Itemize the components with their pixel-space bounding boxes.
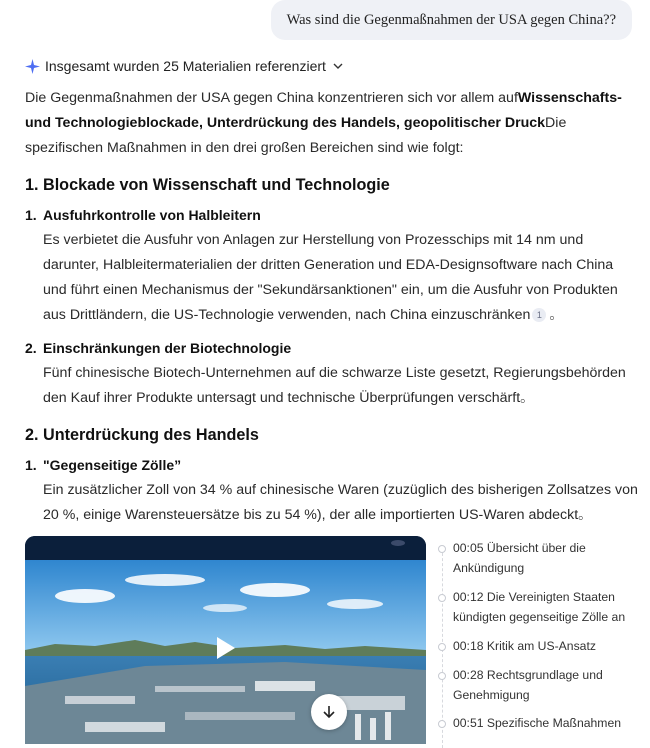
- timeline-label: Kritik am US-Ansatz: [486, 639, 596, 653]
- timeline-label: Übersicht über die Ankündigung: [453, 541, 586, 575]
- timeline-time: 00:12: [453, 590, 484, 604]
- timeline-item[interactable]: [438, 538, 633, 578]
- timeline-dot: [438, 545, 446, 553]
- item-description: Es verbietet die Ausfuhr von Anlagen zur Herstellung von Prozesschips mit 14 nm und darunter, Halbleitermaterialien der dritten Generation und EDA-Designsoftware nach China und führt einen Mechanismus der "Sekundärsanktionen" ein, um die Ausfuhr von Produkten aus Drittländern, die US-Technologie verwenden, nach China einzuschränken 1 。: [43, 232, 618, 323]
- item-title: Einschränkungen der Biotechnologie: [43, 340, 292, 356]
- citation-badge[interactable]: 1: [532, 308, 546, 322]
- sparkle-icon: [25, 59, 40, 74]
- timeline-label: Rechtsgrundlage und Genehmigung: [453, 668, 603, 702]
- timeline-item[interactable]: [438, 665, 633, 705]
- timeline-item[interactable]: [438, 713, 633, 733]
- item-number: 1.: [25, 457, 37, 473]
- timeline-item[interactable]: [438, 636, 633, 656]
- timeline-label: Die Vereinigten Staaten kündigten gegenseitige Zölle an: [453, 590, 626, 624]
- intro-bold: Wissenschafts- und Technologieblockade, Unterdrückung des Handels, geopolitischer Druck: [25, 90, 622, 131]
- timeline-time: 00:28: [453, 668, 484, 682]
- item-number: 1.: [25, 207, 37, 223]
- video-player[interactable]: [25, 536, 426, 744]
- intro-post: Die spezifischen Maßnahmen in den drei großen Bereichen sind wie folgt:: [25, 115, 567, 156]
- intro-pre: Die Gegenmaßnahmen der USA gegen China konzentrieren sich vor allem auf: [25, 90, 518, 106]
- intro-paragraph: [25, 86, 637, 161]
- item-title: Ausfuhrkontrolle von Halbleitern: [43, 207, 261, 223]
- timeline-item[interactable]: [438, 587, 633, 627]
- list-item: [25, 336, 637, 416]
- timeline-time: 00:05: [453, 541, 484, 555]
- item-description: Fünf chinesische Biotech-Unternehmen auf die schwarze Liste gesetzt, Regierungsbehörden den Kauf ihrer Produkte untersagt und technische Überprüfungen verschärft。: [43, 365, 626, 406]
- chevron-down-icon[interactable]: [332, 60, 344, 72]
- timeline-dot: [438, 594, 446, 602]
- user-message-text: Was sind die Gegenmaßnahmen der USA gegen China??: [286, 11, 616, 28]
- user-message-bubble: [271, 0, 632, 40]
- section-title-2: 2. Unterdrückung des Handels: [25, 426, 259, 444]
- list-item: [25, 203, 637, 323]
- item-description: Ein zusätzlicher Zoll von 34 % auf chinesische Waren (zuzüglich des bisherigen Zollsatzes von 20 %, einige Warensteuersätze bis zu 54 %), der alle importierten US-Waren abdeckt。: [43, 482, 638, 523]
- timeline-label: Spezifische Maßnahmen: [486, 716, 622, 730]
- references-label: Insgesamt wurden 25 Materialien referenziert: [45, 58, 326, 74]
- scroll-down-button[interactable]: [311, 694, 347, 730]
- list-item: [25, 453, 637, 533]
- arrow-down-icon: [321, 704, 337, 720]
- references-toggle[interactable]: [25, 58, 344, 74]
- timeline-time: 00:18: [453, 639, 484, 653]
- item-title: "Gegenseitige Zölle”: [43, 457, 182, 473]
- play-icon[interactable]: [211, 634, 239, 662]
- timeline-dot: [438, 720, 446, 728]
- timeline-dot: [438, 643, 446, 651]
- item-number: 2.: [25, 340, 37, 356]
- section-title-1: 1. Blockade von Wissenschaft und Technologie: [25, 176, 390, 194]
- answer-content: [25, 86, 638, 523]
- timeline-dot: [438, 672, 446, 680]
- timeline-time: 00:51: [453, 716, 484, 730]
